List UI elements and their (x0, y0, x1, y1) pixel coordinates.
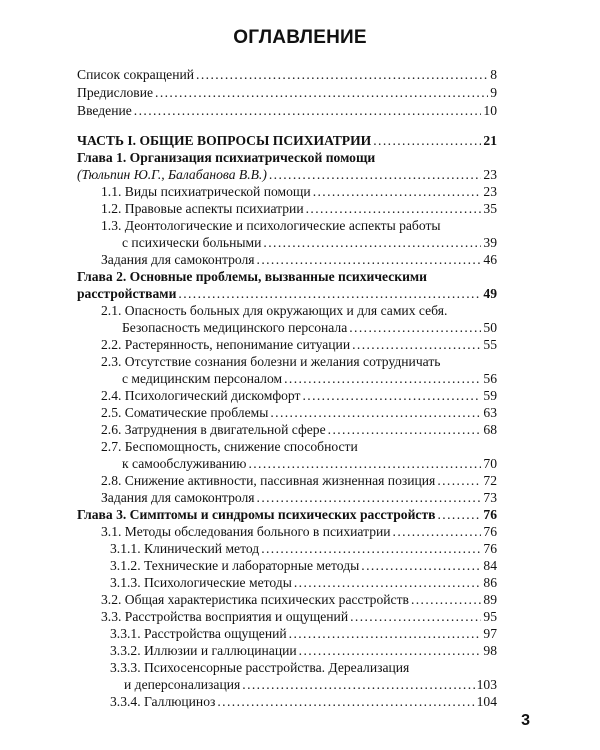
toc-entry-3-2[interactable]: 3.2. Общая характеристика психических расстройств . . . 89 (77, 591, 497, 608)
page-number: 3 (521, 712, 530, 729)
toc-entry-introduction[interactable]: Введение . . . 10 (77, 102, 497, 119)
toc-entry-chapter-1[interactable]: Глава 1. Организация психиатрической помощи (77, 150, 376, 165)
toc-entry-2-3[interactable]: 2.3. Отсутствие сознания болезни и желания сотрудничать с медицинским персоналом . . . 56 (77, 353, 497, 387)
toc-entry-3-1[interactable]: 3.1. Методы обследования больного в психиатрии . . . 76 (77, 523, 497, 540)
toc-entry-preface[interactable]: Предисловие . . . 9 (77, 84, 497, 101)
toc-entry-2-7[interactable]: 2.7. Беспомощность, снижение способности к самообслуживанию . . . 70 (77, 438, 497, 472)
page-title: ОГЛАВЛЕНИЕ (233, 27, 367, 48)
toc-entry-3-3-4[interactable]: 3.3.4. Галлюциноз . . . 104 (77, 693, 497, 710)
toc-entry-chapter-2[interactable]: Глава 2. Основные проблемы, вызванные психическими расстройствами . . . 49 (77, 268, 497, 302)
toc-entry-part-1[interactable]: ЧАСТЬ I. ОБЩИЕ ВОПРОСЫ ПСИХИАТРИИ . . . 21 (77, 132, 497, 149)
toc-entry-1-1[interactable]: 1.1. Виды психиатрической помощи . . . 23 (77, 183, 497, 200)
toc-entry-3-1-2[interactable]: 3.1.2. Технические и лабораторные методы . . . 84 (77, 557, 497, 574)
toc-entry-3-3-2[interactable]: 3.3.2. Иллюзии и галлюцинации . . . 98 (77, 642, 497, 659)
toc-entry-3-1-1[interactable]: 3.1.1. Клинический метод . . . 76 (77, 540, 497, 557)
toc-entry-chapter-1-authors[interactable]: (Тюльпин Ю.Г., Балабанова В.В.) . . . 23 (77, 166, 497, 183)
toc-entry-abbreviations[interactable]: Список сокращений . . . 8 (77, 66, 497, 83)
toc-entry-3-3[interactable]: 3.3. Расстройства восприятия и ощущений . . . 95 (77, 608, 497, 625)
toc-entry-1-2[interactable]: 1.2. Правовые аспекты психиатрии . . . 35 (77, 200, 497, 217)
toc-entry-2-self-check[interactable]: Задания для самоконтроля . . . 73 (77, 489, 497, 506)
toc-entry-3-3-1[interactable]: 3.3.1. Расстройства ощущений . . . 97 (77, 625, 497, 642)
toc-entry-chapter-3[interactable]: Глава 3. Симптомы и синдромы психических расстройств . . . 76 (77, 506, 497, 523)
toc-entry-1-3[interactable]: 1.3. Деонтологические и психологические аспекты работы с психически больными . . . 39 (77, 217, 497, 251)
toc-entry-2-5[interactable]: 2.5. Соматические проблемы . . . 63 (77, 404, 497, 421)
toc-entry-2-6[interactable]: 2.6. Затруднения в двигательной сфере . . . 68 (77, 421, 497, 438)
toc-entry-2-8[interactable]: 2.8. Снижение активности, пассивная жизненная позиция . . . 72 (77, 472, 497, 489)
toc-entry-3-3-3[interactable]: 3.3.3. Психосенсорные расстройства. Дереализация и деперсонализация . . . 103 (77, 659, 497, 693)
toc-entry-2-4[interactable]: 2.4. Психологический дискомфорт . . . 59 (77, 387, 497, 404)
toc-entry-3-1-3[interactable]: 3.1.3. Психологические методы . . . 86 (77, 574, 497, 591)
toc-entry-1-self-check[interactable]: Задания для самоконтроля . . . 46 (77, 251, 497, 268)
toc-entry-2-2[interactable]: 2.2. Растерянность, непонимание ситуации . . . 55 (77, 336, 497, 353)
toc-entry-2-1[interactable]: 2.1. Опасность больных для окружающих и для самих себя. Безопасность медицинского персонала . . . 50 (77, 302, 497, 336)
